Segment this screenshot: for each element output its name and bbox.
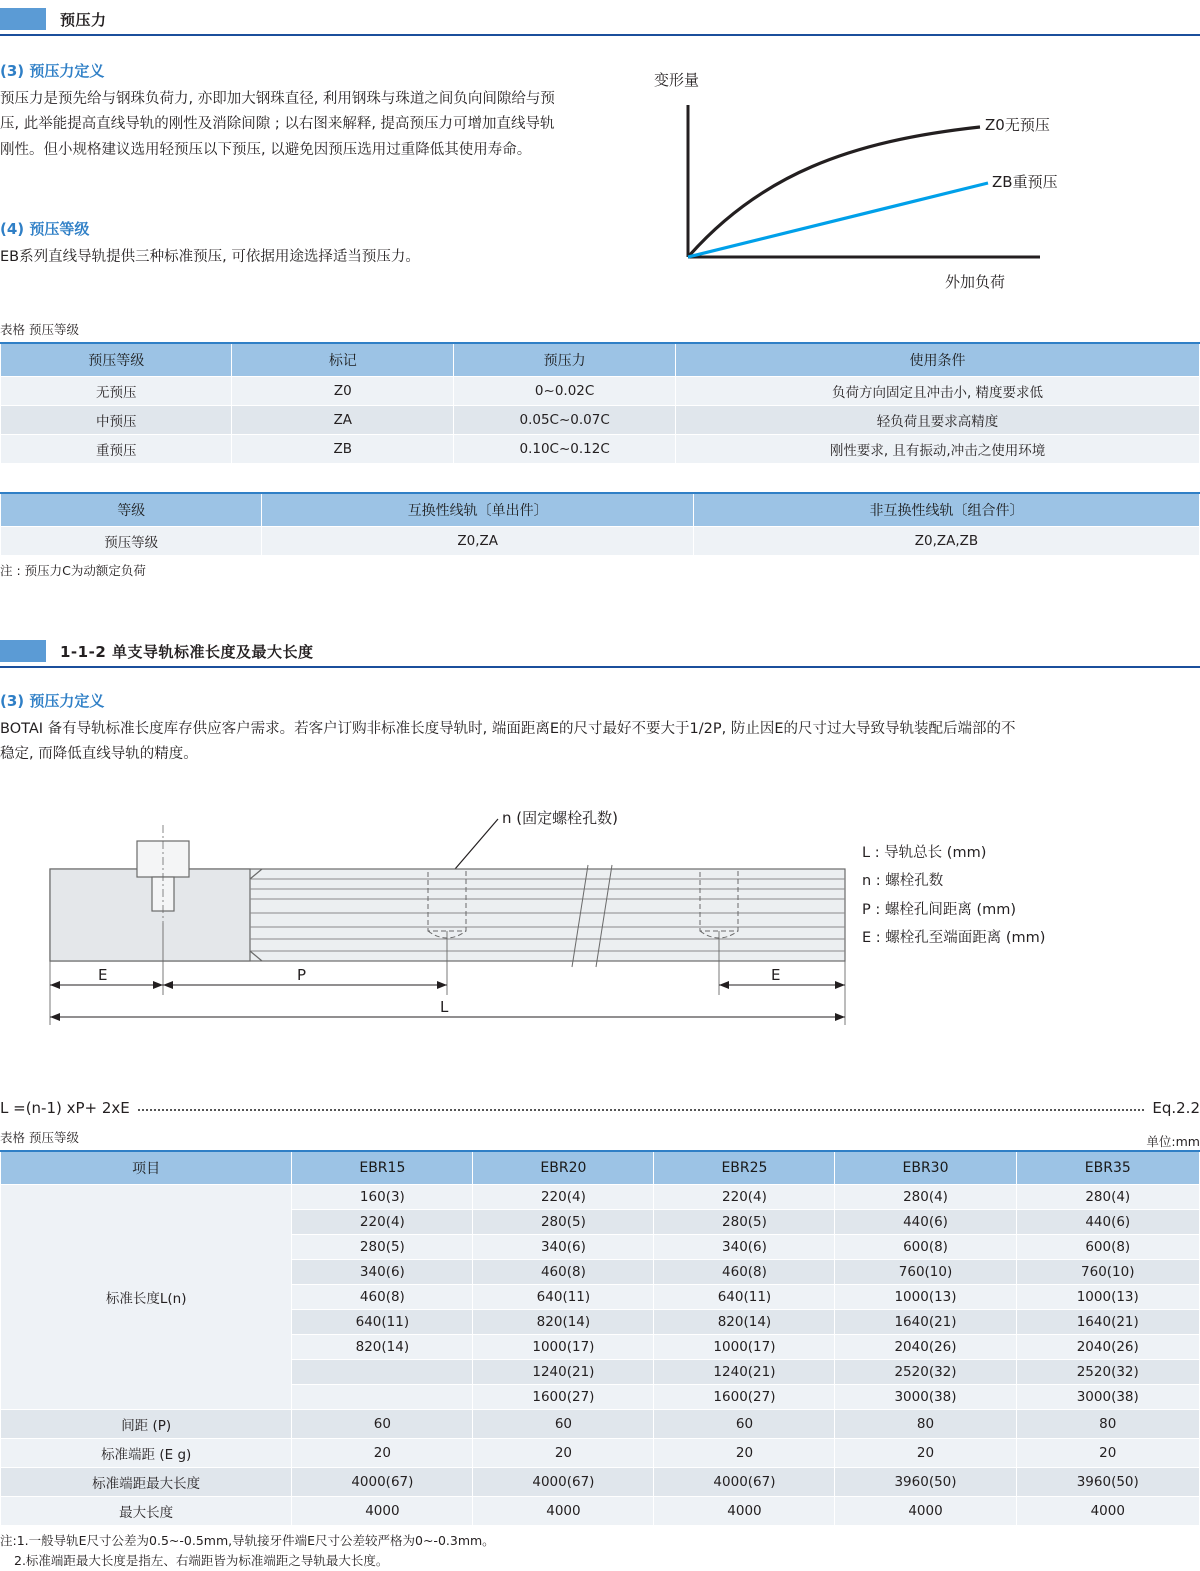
cell-value: 440(6) — [835, 1210, 1016, 1235]
dim-label-e-right: E — [771, 966, 781, 984]
table-row — [1, 406, 1200, 435]
interchange-grade-table — [0, 492, 1200, 556]
cell-value: 20 — [1016, 1439, 1199, 1468]
cell-value: 460(8) — [654, 1260, 835, 1285]
legend-item-p: P : 螺栓孔间距离 (mm) — [862, 901, 1017, 918]
cell-value: 4000 — [654, 1497, 835, 1526]
cell-value: 80 — [835, 1410, 1016, 1439]
cell-value: 1000(17) — [654, 1335, 835, 1360]
cell-value: 4000 — [473, 1497, 654, 1526]
cell-condition: 负荷方向固定且冲击小, 精度要求低 — [676, 377, 1200, 406]
table-row — [1, 1185, 1200, 1210]
cell-mark: Z0 — [232, 377, 454, 406]
cell-condition: 轻负荷且要求高精度 — [676, 406, 1200, 435]
th-grade: 预压等级 — [1, 343, 232, 377]
chart-label-zb: ZB重预压 — [992, 173, 1058, 191]
cell-value: 220(4) — [292, 1210, 473, 1235]
cell-value: 1600(27) — [654, 1385, 835, 1410]
cell-row-label: 标准端距最大长度 — [1, 1468, 292, 1497]
cell-value: 460(8) — [292, 1285, 473, 1310]
cell-force: 0~0.02C — [454, 377, 676, 406]
th-level: 等级 — [1, 493, 262, 527]
equation-dots — [138, 1108, 1145, 1111]
cell-value: 2040(26) — [835, 1335, 1016, 1360]
cell-value: 340(6) — [654, 1235, 835, 1260]
cell-level: 预压等级 — [1, 527, 262, 556]
table-header-row — [1, 493, 1200, 527]
cell-condition: 刚性要求, 且有振动,冲击之使用环境 — [676, 435, 1200, 464]
table1-caption: 表格 预压等级 — [0, 322, 79, 337]
cell-force: 0.05C~0.07C — [454, 406, 676, 435]
cell-value: 440(6) — [1016, 1210, 1199, 1235]
cell-value: 3960(50) — [835, 1468, 1016, 1497]
paragraph-preload-grade: EB系列直线导轨提供三种标准预压, 可依据用途选择适当预压力。 — [0, 249, 420, 265]
table3-unit: 单位:mm — [1146, 1134, 1200, 1149]
preload-grade-table — [0, 342, 1200, 464]
cell-value: 640(11) — [473, 1285, 654, 1310]
cell-value: 20 — [835, 1439, 1016, 1468]
cell-value: 460(8) — [473, 1260, 654, 1285]
cell-grade: 中预压 — [1, 406, 232, 435]
table-header-row — [1, 1151, 1200, 1185]
th-ebr30: EBR30 — [835, 1151, 1016, 1185]
cell-value: 1240(21) — [473, 1360, 654, 1385]
th-mark: 标记 — [232, 343, 454, 377]
cell-value: 640(11) — [292, 1310, 473, 1335]
dim-label-l: L — [440, 998, 449, 1016]
preload-deformation-chart — [640, 55, 1185, 300]
cell-value: 160(3) — [292, 1185, 473, 1210]
cell-value: 4000 — [292, 1497, 473, 1526]
th-ebr20: EBR20 — [473, 1151, 654, 1185]
section-tab-marker — [0, 8, 46, 30]
cell-value: 280(5) — [473, 1210, 654, 1235]
th-condition: 使用条件 — [676, 343, 1200, 377]
cell-value: 3000(38) — [1016, 1385, 1199, 1410]
cell-value: 1240(21) — [654, 1360, 835, 1385]
cell-value: 2520(32) — [835, 1360, 1016, 1385]
equation-formula: L =(n-1) xP+ 2xE — [0, 1099, 130, 1117]
cell-value: 760(10) — [835, 1260, 1016, 1285]
cell-value: 280(4) — [835, 1185, 1016, 1210]
cell-value — [292, 1360, 473, 1385]
th-ebr35: EBR35 — [1016, 1151, 1199, 1185]
cell-row-label: 最大长度 — [1, 1497, 292, 1526]
cell-value: 4000 — [835, 1497, 1016, 1526]
heading-preload-grade: (4) 预压等级 — [0, 220, 90, 238]
standard-length-table — [0, 1150, 1200, 1526]
chart-ylabel: 变形量 — [654, 71, 700, 89]
cell-value: 3000(38) — [835, 1385, 1016, 1410]
cell-value: 280(4) — [1016, 1185, 1199, 1210]
cell-value: 220(4) — [654, 1185, 835, 1210]
cell-value: 340(6) — [292, 1260, 473, 1285]
cell-row-label: 标准端距 (E g) — [1, 1439, 292, 1468]
table2-note: 注 : 预压力C为动额定负荷 — [0, 563, 146, 578]
table-row — [1, 435, 1200, 464]
cell-grade: 重预压 — [1, 435, 232, 464]
th-interchangeable: 互换性线轨〔单出件〕 — [262, 493, 694, 527]
table3-caption: 表格 预压等级 — [0, 1130, 79, 1145]
cell-value: 820(14) — [292, 1335, 473, 1360]
table-row — [1, 1497, 1200, 1526]
paragraph-rail-definition: BOTAI 备有导轨标准长度库存供应客户需求。若客户订购非标准长度导轨时, 端面距离E的尺寸最好不要大于1/2P, 防止因E的尺寸过大导致导轨装配后端部的不稳定, 而降低直线导轨的精度。 — [0, 721, 1016, 763]
table-row — [1, 527, 1200, 556]
cell-value: 2040(26) — [1016, 1335, 1199, 1360]
equation-row — [0, 1099, 1200, 1117]
rail-drawing — [0, 795, 1200, 1060]
th-non-interchangeable: 非互换性线轨〔组合件〕 — [694, 493, 1200, 527]
cell-value: 1000(17) — [473, 1335, 654, 1360]
cell-value: 1600(27) — [473, 1385, 654, 1410]
heading-preload-definition: (3) 预压力定义 — [0, 62, 105, 80]
dim-label-p: P — [297, 966, 307, 984]
chart-label-z0: Z0无预压 — [985, 116, 1050, 134]
callout-label: n (固定螺栓孔数) — [502, 809, 618, 827]
table-header-row — [1, 343, 1200, 377]
table-row — [1, 1439, 1200, 1468]
table-row — [1, 1410, 1200, 1439]
table-row — [1, 377, 1200, 406]
cell-value: 280(5) — [654, 1210, 835, 1235]
cell-value: 60 — [292, 1410, 473, 1439]
section-tab-marker — [0, 640, 46, 662]
section-title: 预压力 — [60, 10, 107, 29]
th-item: 项目 — [1, 1151, 292, 1185]
cell-mark: ZA — [232, 406, 454, 435]
paragraph-preload-definition: 预压力是预先给与钢珠负荷力, 亦即加大钢珠直径, 利用钢珠与珠道之间负向间隙给与预压, 此举能提高直线导轨的刚性及消除间隙 ; 以右图来解释, 提高预压力可增加直线导轨刚性。但小规格建议选用轻预压以下预压, 以避免因预压选用过重降低其使用寿命。 — [0, 91, 555, 158]
cell-interchangeable: Z0,ZA — [262, 527, 694, 556]
cell-value: 20 — [473, 1439, 654, 1468]
th-ebr25: EBR25 — [654, 1151, 835, 1185]
cell-value: 4000(67) — [654, 1468, 835, 1497]
cell-value: 1000(13) — [835, 1285, 1016, 1310]
cell-value: 1640(21) — [1016, 1310, 1199, 1335]
cell-non-interchangeable: Z0,ZA,ZB — [694, 527, 1200, 556]
cell-value: 4000(67) — [473, 1468, 654, 1497]
cell-value: 4000(67) — [292, 1468, 473, 1497]
cell-std-length-label: 标准长度L(n) — [1, 1185, 292, 1410]
legend-item-l: L : 导轨总长 (mm) — [862, 845, 987, 861]
chart-svg — [640, 55, 1185, 300]
heading-rail-definition: (3) 预压力定义 — [0, 692, 105, 710]
cell-value: 2520(32) — [1016, 1360, 1199, 1385]
cell-value: 760(10) — [1016, 1260, 1199, 1285]
legend-item-n: n : 螺栓孔数 — [862, 873, 944, 890]
cell-mark: ZB — [232, 435, 454, 464]
cell-value: 20 — [292, 1439, 473, 1468]
cell-force: 0.10C~0.12C — [454, 435, 676, 464]
cell-value: 280(5) — [292, 1235, 473, 1260]
section-title: 1-1-2 单支导轨标准长度及最大长度 — [60, 642, 314, 661]
section-header-rail-length — [0, 636, 1200, 668]
cell-row-label: 间距 (P) — [1, 1410, 292, 1439]
cell-value: 1640(21) — [835, 1310, 1016, 1335]
cell-value: 60 — [473, 1410, 654, 1439]
cell-value: 4000 — [1016, 1497, 1199, 1526]
cell-value: 820(14) — [473, 1310, 654, 1335]
cell-value: 820(14) — [654, 1310, 835, 1335]
cell-value: 60 — [654, 1410, 835, 1439]
dim-label-e-left: E — [98, 966, 108, 984]
table3-note-1: 注:1.一般导轨E尺寸公差为0.5~-0.5mm,导轨接牙件端E尺寸公差较严格为0~-0.3mm。 — [0, 1533, 495, 1548]
cell-value: 20 — [654, 1439, 835, 1468]
cell-value: 220(4) — [473, 1185, 654, 1210]
cell-value: 1000(13) — [1016, 1285, 1199, 1310]
cell-value: 640(11) — [654, 1285, 835, 1310]
table3-note-2: 2.标准端距最大长度是指左、右端距皆为标准端距之导轨最大长度。 — [14, 1552, 389, 1568]
equation-label: Eq.2.2 — [1152, 1099, 1200, 1117]
table-row — [1, 1468, 1200, 1497]
section-header-preload — [0, 4, 1200, 36]
cell-value — [292, 1385, 473, 1410]
th-ebr15: EBR15 — [292, 1151, 473, 1185]
cell-value: 3960(50) — [1016, 1468, 1199, 1497]
chart-xlabel: 外加负荷 — [945, 273, 1006, 291]
cell-value: 600(8) — [835, 1235, 1016, 1260]
cell-grade: 无预压 — [1, 377, 232, 406]
cell-value: 600(8) — [1016, 1235, 1199, 1260]
th-force: 预压力 — [454, 343, 676, 377]
cell-value: 340(6) — [473, 1235, 654, 1260]
cell-value: 80 — [1016, 1410, 1199, 1439]
legend-item-e: E : 螺栓孔至端面距离 (mm) — [862, 929, 1046, 946]
drawing-legend — [862, 839, 1045, 952]
